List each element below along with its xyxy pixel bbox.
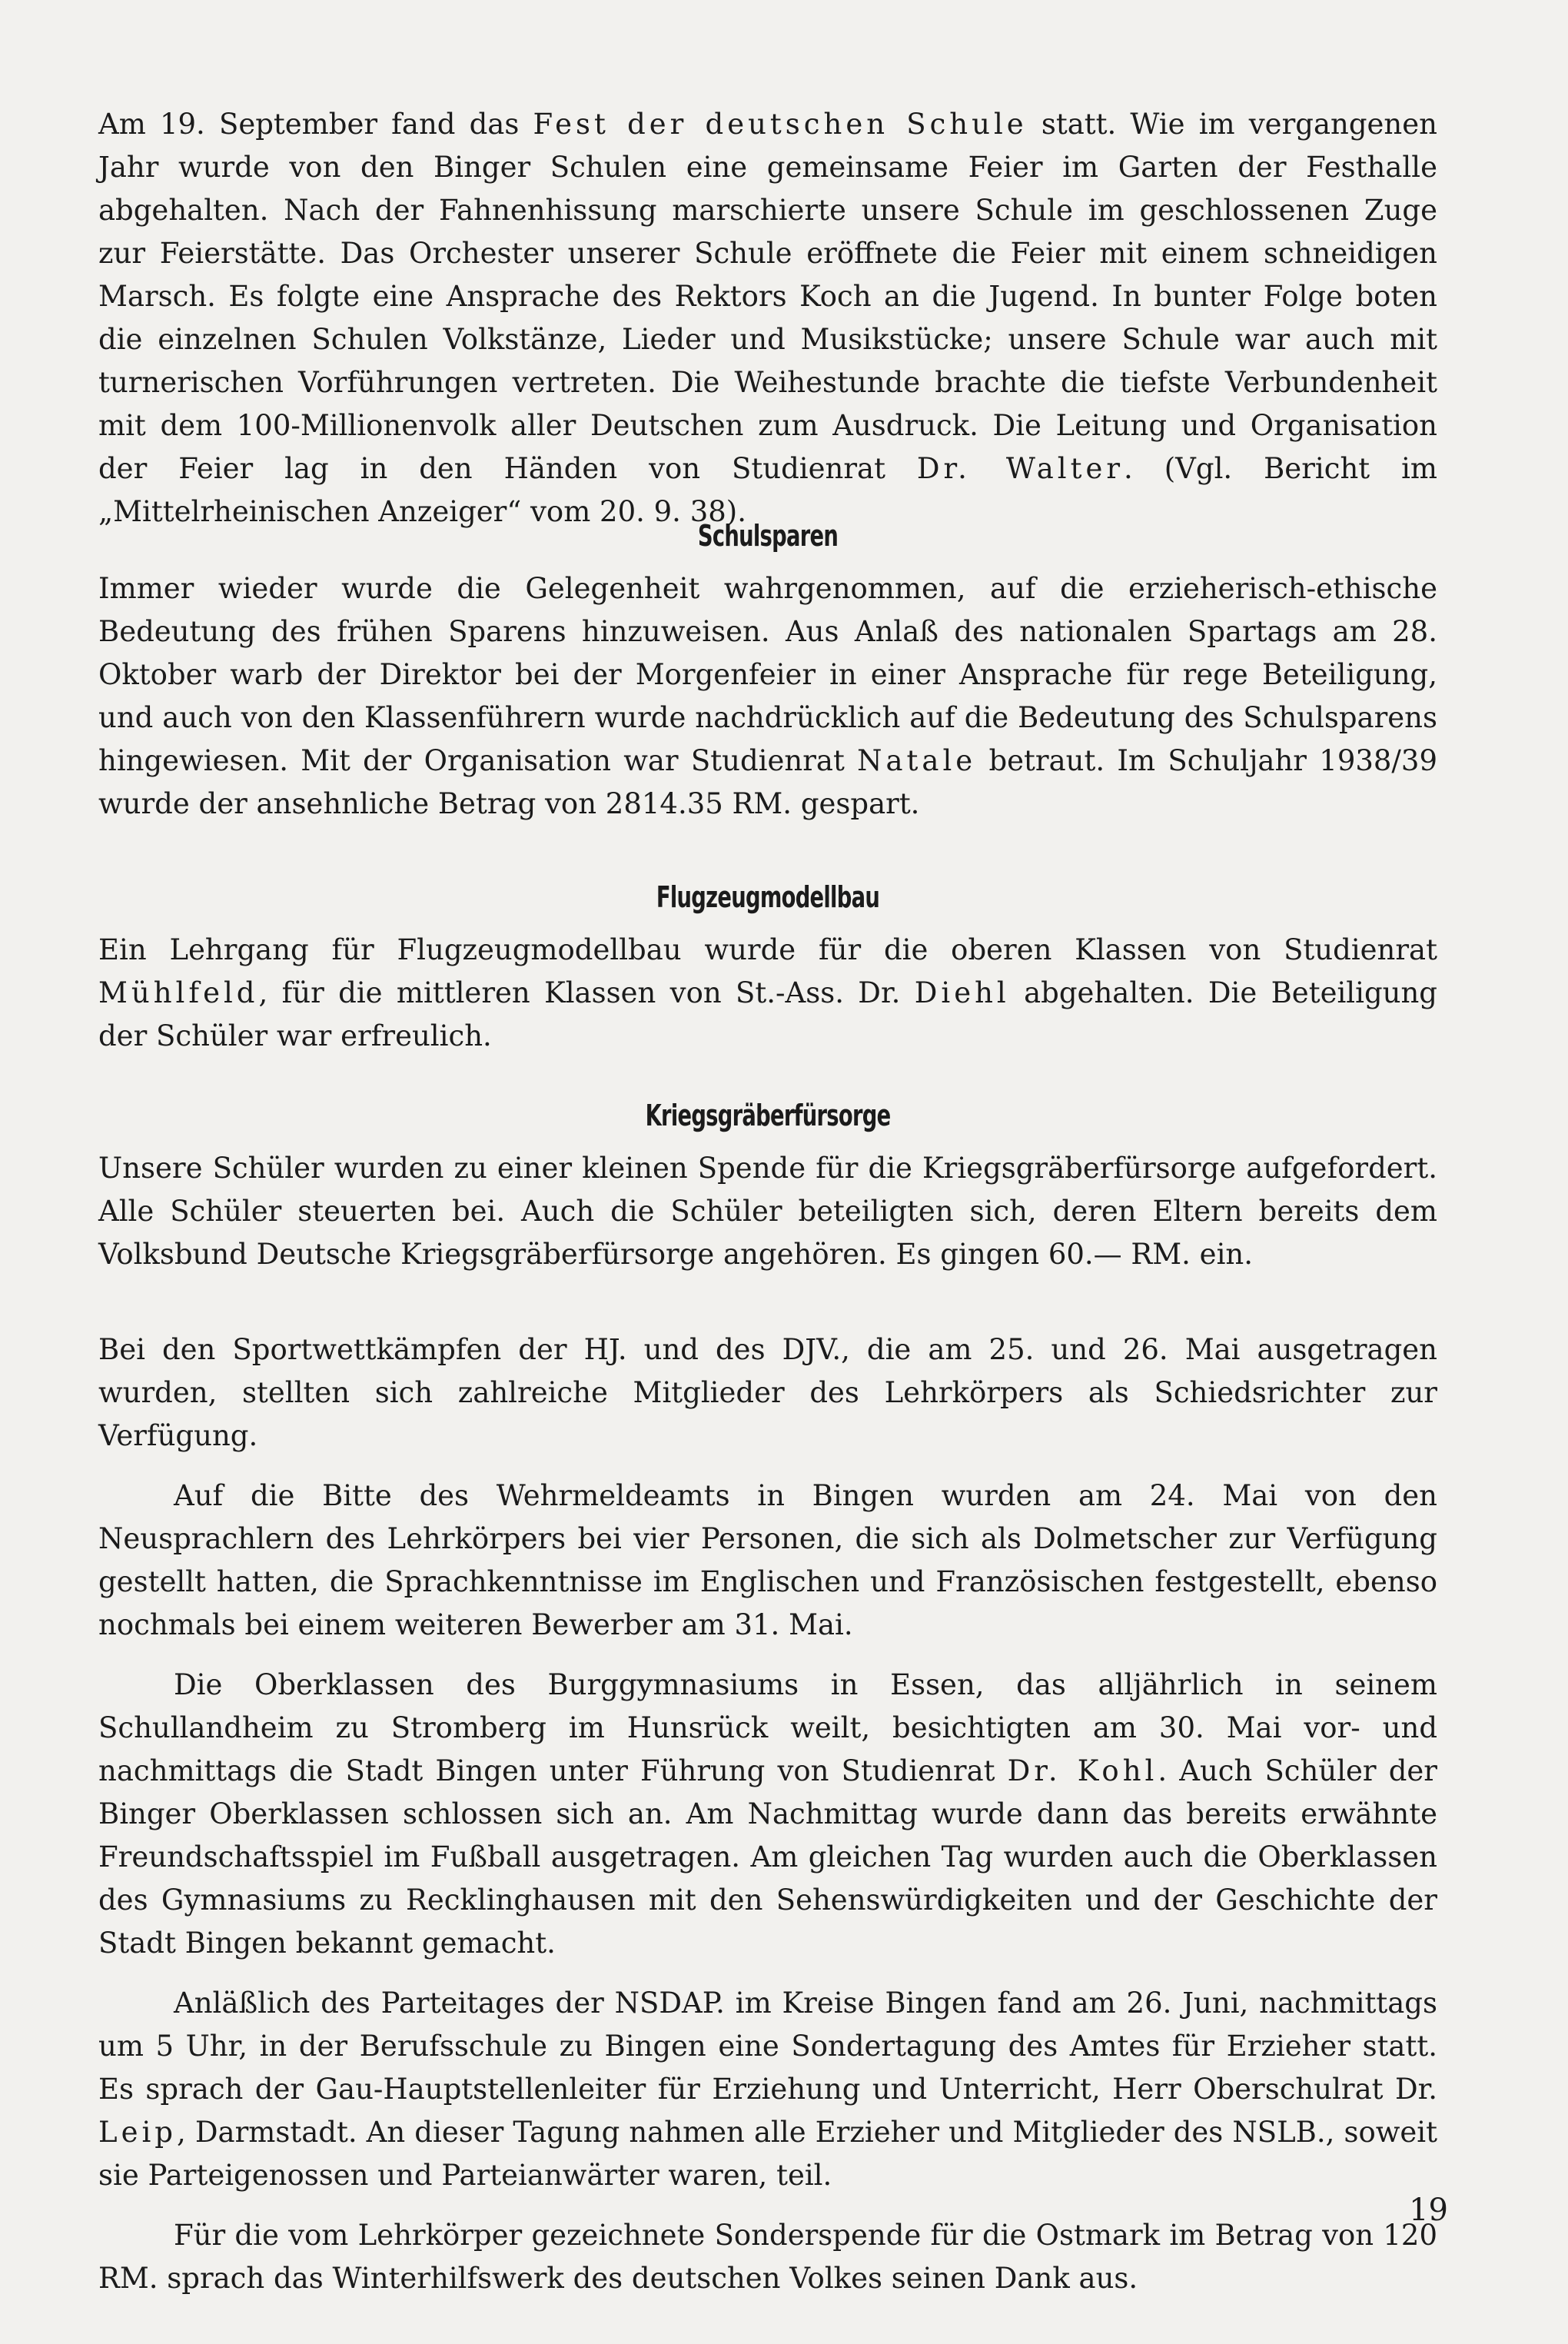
wehrmeldeamt-paragraph: Auf die Bitte des Wehrmeldeamts in Bingen wurden am 24. Mai von den Neusprachlern des Lehrkörpers bei vier Personen, die sich als Dolmetscher zur Verfügung gestellt hatten, die Sprachkenntnisse im Englischen und Französischen festgestellt, ebenso nochmals bei einem weiteren Bewerber am 31. Mai. (98, 1479, 1437, 1641)
schulsparen-paragraph: Immer wieder wurde die Gelegenheit wahrgenommen, auf die erzieherisch-ethische Bedeutung des frühen Sparens hinzuweisen. Aus Anlaß des nationalen Spartags am 28. Oktober warb der Direktor bei der Morgenfeier in einer Ansprache für rege Beteiligung, und auch von den Klassenführern wurde nachdrücklich auf die Bedeutung des Schulsparens hingewiesen. Mit der Organisation war Studienrat Natale betraut. Im Schuljahr 1938/39 wurde der ansehnliche Betrag von 2814.35 RM. gespart. (98, 572, 1437, 820)
misc-section (98, 1328, 1437, 2300)
intro-paragraph: Am 19. September fand das Fest der deutschen Schule statt. Wie im vergangenen Jahr wurde von den Binger Schulen eine gemeinsame Feier im Garten der Festhalle abgehalten. Nach der Fahnenhissung marschierte unsere Schule im geschlossenen Zuge zur Feierstätte. Das Orchester unserer Schule eröffnete die Feier mit einem schneidigen Marsch. Es folgte eine Ansprache des Rektors Koch an die Jugend. In bunter Folge boten die einzelnen Schulen Volkstänze, Lieder und Musikstücke; unsere Schule war auch mit turnerischen Vorführungen vertreten. Die Weihestunde brachte die tiefste Verbundenheit mit dem 100-Millionenvolk aller Deutschen zum Ausdruck. Die Leitung und Organisation der Feier lag in den Händen von Studienrat Dr. Walter. (Vgl. Bericht im „Mittelrheinischen Anzeiger“ vom 20. 9. 38). (98, 108, 1438, 528)
sport-paragraph: Bei den Sportwettkämpfen der HJ. und des DJV., die am 25. und 26. Mai ausgetragen wurden, stellten sich zahlreiche Mitglieder des Lehrkörpers als Schiedsrichter zur Verfügung. (98, 1333, 1437, 1452)
kriegsgraeberfuersorge-paragraph: Unsere Schüler wurden zu einer kleinen Spende für die Kriegsgräberfürsorge aufgefordert. Alle Schüler steuerten bei. Auch die Schüler beteiligten sich, deren Eltern bereits dem Volksbund Deutsche Kriegsgräberfürsorge angehören. Es gingen 60.— RM. ein. (98, 1152, 1437, 1271)
person-name: Natale (857, 744, 977, 777)
intro-section (98, 103, 1437, 534)
section-heading-schulsparen: Schulsparen (697, 519, 839, 553)
person-name: Mühlfeld (98, 976, 259, 1009)
oberklassen-paragraph: Die Oberklassen des Burggymnasiums in Essen, das alljährlich in seinem Schullandheim zu Stromberg im Hunsrück weilt, besichtigten am 30. Mai vor- und nachmittags die Stadt Bingen unter Führung von Studienrat Dr. Kohl. Auch Schüler der Binger Oberklassen schlossen sich an. Am Nachmittag wurde dann das bereits erwähnte Freundschaftsspiel im Fußball ausgetragen. Am gleichen Tag wurden auch die Oberklassen des Gymnasiums zu Recklinghausen mit den Sehenswürdigkeiten und der Geschichte der Stadt Bingen bekannt gemacht. (98, 1668, 1437, 1960)
page-number: 19 (1409, 2193, 1448, 2228)
section-heading-kriegsgraeberfuersorge: Kriegsgräberfürsorge (645, 1099, 891, 1132)
kriegsgraeberfuersorge-section (98, 1089, 1437, 1276)
person-name: Dr. Walter (916, 452, 1125, 485)
flugzeugmodellbau-paragraph: Ein Lehrgang für Flugzeugmodellbau wurde für die oberen Klassen von Studienrat Mühlfeld, für die mittleren Klassen von St.-Ass. Dr. Diehl abgehalten. Die Beteiligung der Schüler war erfreulich. (98, 933, 1437, 1052)
section-heading-flugzeugmodellbau: Flugzeugmodellbau (656, 880, 880, 914)
person-name: Leip (98, 2116, 177, 2149)
ostmark-paragraph: Für die vom Lehrkörper gezeichnete Sonderspende für die Ostmark im Betrag von 120 RM. sprach das Winterhilfswerk des deutschen Volkes seinen Dank aus. (98, 2219, 1437, 2295)
schulsparen-section (98, 509, 1437, 826)
person-name: Dr. Kohl (1007, 1754, 1158, 1787)
fest-phrase: Fest der deutschen Schule (533, 108, 1028, 141)
parteitag-paragraph: Anläßlich des Parteitages der NSDAP. im Kreise Bingen fand am 26. Juni, nachmittags um 5 Uhr, in der Berufsschule zu Bingen eine Sondertagung des Amtes für Erzieher statt. Es sprach der Gau-Hauptstellenleiter für Erziehung und Unterricht, Herr Oberschulrat Dr. Leip, Darmstadt. An dieser Tagung nahmen alle Erzieher und Mitglieder des NSLB., soweit sie Parteigenossen und Parteianwärter waren, teil. (98, 1987, 1437, 2192)
person-name: Diehl (914, 976, 1010, 1009)
flugzeugmodellbau-section (98, 870, 1437, 1058)
